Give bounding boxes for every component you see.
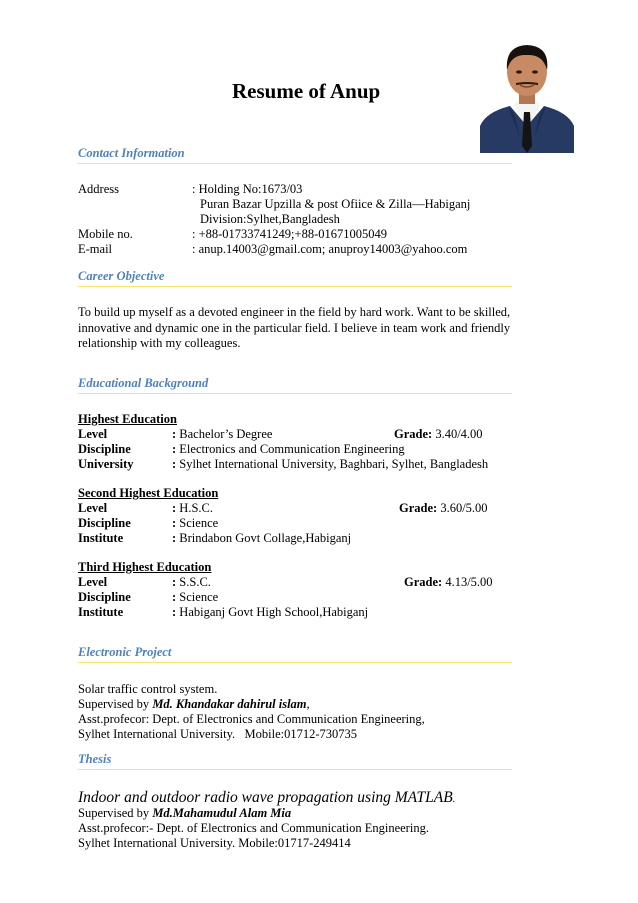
project-supervisor-position: Asst.profecor: Dept. of Electronics and Communication Engineering, xyxy=(78,712,425,726)
profile-photo xyxy=(480,38,574,153)
career-objective-text: To build up myself as a devoted engineer in the field by hard work. Want to be skilled, innovative and dynamic one in the particular field. I believe in team work and friendly relationship with my colleagues. xyxy=(78,305,511,350)
discipline-value: : Electronics and Communication Engineering xyxy=(172,442,405,456)
institution-label: Institute xyxy=(78,605,124,619)
level-value: : H.S.C. xyxy=(172,501,213,515)
section-heading-project: Electronic Project xyxy=(78,645,172,659)
project-supervisor: Supervised by Md. Khandakar dahirul islam, xyxy=(78,697,310,711)
section-heading-contact: Contact Information xyxy=(78,146,185,160)
grade: Grade: 3.60/5.00 xyxy=(399,501,488,515)
address-label: Address xyxy=(78,182,119,196)
institution-value: : Habiganj Govt High School,Habiganj xyxy=(172,605,369,619)
level-label: Level xyxy=(78,427,108,441)
institution-value: : Sylhet International University, Baghbari, Sylhet, Bangladesh xyxy=(172,457,489,471)
section-divider xyxy=(78,393,512,394)
portrait-image xyxy=(480,38,574,153)
section-divider xyxy=(78,163,512,164)
section-heading-thesis: Thesis xyxy=(78,752,112,766)
level-label: Level xyxy=(78,501,108,515)
level-value: : S.S.C. xyxy=(172,575,211,589)
institution-label: University xyxy=(78,457,134,471)
mobile-label: Mobile no. xyxy=(78,227,133,241)
discipline-label: Discipline xyxy=(78,516,131,530)
discipline-label: Discipline xyxy=(78,590,131,604)
section-divider xyxy=(78,662,512,663)
address-line-2: Puran Bazar Upzilla & post Ofiice & Zilla—Habiganj xyxy=(200,197,471,211)
third-education-heading: Third Highest Education xyxy=(78,560,212,574)
section-heading-education: Educational Background xyxy=(78,376,209,390)
email-label: E-mail xyxy=(78,242,113,256)
level-label: Level xyxy=(78,575,108,589)
highest-education-heading: Highest Education xyxy=(78,412,177,426)
discipline-value: : Science xyxy=(172,516,219,530)
discipline-label: Discipline xyxy=(78,442,131,456)
page-title: Resume of Anup xyxy=(232,79,381,103)
second-education-heading: Second Highest Education xyxy=(78,486,219,500)
thesis-supervisor: Supervised by Md.Mahamudul Alam Mia xyxy=(78,806,292,820)
discipline-value: : Science xyxy=(172,590,219,604)
section-divider xyxy=(78,286,512,287)
address-line-1: : Holding No:1673/03 xyxy=(192,182,303,196)
institution-value: : Brindabon Govt Collage,Habiganj xyxy=(172,531,352,545)
section-divider xyxy=(78,769,512,770)
address-line-3: Division:Sylhet,Bangladesh xyxy=(200,212,340,226)
project-university-mobile: Sylhet International University. Mobile:01712-730735 xyxy=(78,727,358,741)
grade: Grade: 4.13/5.00 xyxy=(404,575,493,589)
mobile-value: : +88-01733741249;+88-01671005049 xyxy=(192,227,387,241)
grade: Grade: 3.40/4.00 xyxy=(394,427,483,441)
thesis-supervisor-position: Asst.profecor:- Dept. of Electronics and Communication Engineering. xyxy=(78,821,429,835)
thesis-university-mobile: Sylhet International University. Mobile:01717-249414 xyxy=(78,836,351,850)
project-name: Solar traffic control system. xyxy=(78,682,218,696)
thesis-title: Indoor and outdoor radio wave propagation using MATLAB. xyxy=(78,789,456,806)
institution-label: Institute xyxy=(78,531,124,545)
email-value: : anup.14003@gmail.com; anuproy14003@yahoo.com xyxy=(192,242,468,256)
section-heading-career: Career Objective xyxy=(78,269,165,283)
level-value: : Bachelor’s Degree xyxy=(172,427,273,441)
